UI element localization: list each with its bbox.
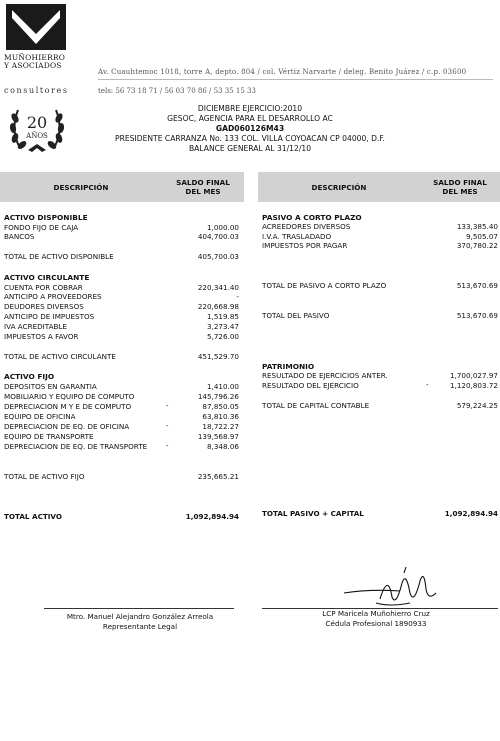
total-capital-contable-value: 579,224.25 bbox=[456, 401, 498, 410]
row-minus-sign: - bbox=[426, 381, 429, 389]
right-header-description: DESCRIPCIÓN bbox=[311, 182, 367, 192]
row-minus-sign: - bbox=[166, 402, 169, 410]
total-pasivo-corto-plazo-label: TOTAL DE PASIVO A CORTO PLAZO bbox=[262, 281, 387, 290]
total-capital-contable-label: TOTAL DE CAPITAL CONTABLE bbox=[262, 401, 370, 410]
total-activo-circulante-value: 451,529.70 bbox=[197, 352, 239, 361]
row-value: 145,796.26 bbox=[197, 392, 239, 401]
signature-scribble bbox=[340, 563, 440, 613]
signer-name-left: Mtro. Manuel Alejandro González Arreola bbox=[66, 612, 214, 621]
signer-role-right: Cédula Profesional 1890933 bbox=[325, 619, 427, 628]
total-pasivo-corto-plazo-value: 513,670.69 bbox=[456, 281, 498, 290]
row-minus-sign: - bbox=[166, 442, 169, 450]
section-title-activo-fijo: ACTIVO FIJO bbox=[4, 372, 55, 381]
firm-address: Av. Cuauhtemoc 1018, torre A, depto. 804 / col. Vértiz Narvarte / deleg. Benito Juárez / c.p. 03600 bbox=[98, 68, 467, 76]
row-value: 87,850.05 bbox=[202, 402, 239, 411]
heading-period: DICIEMBRE EJERCICIO:2010 bbox=[197, 104, 303, 113]
row-label: DEUDORES DIVERSOS bbox=[4, 302, 84, 311]
row-value: 18,722.27 bbox=[202, 422, 239, 431]
total-pasivo-label: TOTAL DEL PASIVO bbox=[262, 311, 330, 320]
heading-company: GESOC, AGENCIA PARA EL DESARROLLO AC bbox=[167, 114, 333, 123]
row-value: 3,273.47 bbox=[206, 322, 239, 331]
firm-logo-mark bbox=[6, 4, 66, 50]
row-label: IMPUESTOS POR PAGAR bbox=[262, 241, 348, 250]
right-header-saldo: SALDO FINAL DEL MES bbox=[433, 178, 487, 196]
firm-name-line1: MUÑOHIERRO bbox=[4, 53, 66, 62]
total-pasivo-capital-label: TOTAL PASIVO + CAPITAL bbox=[262, 509, 364, 518]
firm-subtitle: consultores bbox=[4, 86, 69, 95]
section-title-activo-disponible: ACTIVO DISPONIBLE bbox=[4, 213, 88, 222]
left-header-saldo: SALDO FINAL DEL MES bbox=[176, 178, 230, 196]
section-title-activo-circulante: ACTIVO CIRCULANTE bbox=[4, 273, 90, 282]
heading-report-title: BALANCE GENERAL AL 31/12/10 bbox=[188, 144, 312, 153]
heading-rfc: GAD060126M43 bbox=[215, 124, 285, 133]
row-value: 8,348.06 bbox=[206, 442, 239, 451]
row-value: 139,568.97 bbox=[197, 432, 239, 441]
row-value: 220,668.98 bbox=[197, 302, 239, 311]
section-title-pasivo: PASIVO A CORTO PLAZO bbox=[262, 213, 362, 222]
row-label: DEPRECIACION M Y E DE COMPUTO bbox=[4, 402, 132, 411]
badge-number: 20 bbox=[26, 113, 48, 132]
row-value: 5,726.00 bbox=[206, 332, 239, 341]
row-value: 9,505.07 bbox=[465, 232, 498, 241]
row-value: 370,780.22 bbox=[456, 241, 498, 250]
header-divider bbox=[98, 79, 493, 80]
row-value: 1,700,027.97 bbox=[449, 371, 498, 380]
total-activo-label: TOTAL ACTIVO bbox=[4, 512, 62, 521]
row-label: IMPUESTOS A FAVOR bbox=[4, 332, 79, 341]
firm-name bbox=[4, 54, 84, 70]
row-value: - bbox=[236, 292, 239, 301]
total-activo-circulante-label: TOTAL DE ACTIVO CIRCULANTE bbox=[4, 352, 116, 361]
row-label: ANTICIPO A PROVEEDORES bbox=[4, 292, 102, 301]
row-value: 1,410.00 bbox=[206, 382, 239, 391]
signature-line-left bbox=[44, 608, 234, 609]
section-title-patrimonio: PATRIMONIO bbox=[262, 362, 315, 371]
row-value: 1,120,803.72 bbox=[449, 381, 498, 390]
row-label: EQUIPO DE TRANSPORTE bbox=[4, 432, 94, 441]
firm-logo bbox=[6, 4, 66, 50]
total-activo-disponible-value: 405,700.03 bbox=[197, 252, 239, 261]
row-value: 404,700.03 bbox=[197, 232, 239, 241]
signer-name-right: LCP Maricela Muñohierro Cruz bbox=[322, 609, 430, 618]
row-value: 133,385.40 bbox=[456, 222, 498, 231]
row-value: 1,519.85 bbox=[206, 312, 239, 321]
row-label: RESULTADO DE EJERCICIOS ANTER. bbox=[262, 371, 388, 380]
left-header-description: DESCRIPCIÓN bbox=[53, 182, 109, 192]
row-label: FONDO FIJO DE CAJA bbox=[4, 223, 79, 232]
row-label: DEPRECIACION DE EQ. DE TRANSPORTE bbox=[4, 442, 148, 451]
total-pasivo-capital-value: 1,092,894.94 bbox=[444, 509, 498, 518]
row-label: ANTICIPO DE IMPUESTOS bbox=[4, 312, 95, 321]
row-label: BANCOS bbox=[4, 232, 35, 241]
row-label: I.V.A. TRASLADADO bbox=[262, 232, 332, 241]
row-label: EQUIPO DE OFICINA bbox=[4, 412, 76, 421]
badge-word: AÑOS bbox=[26, 132, 48, 140]
row-label: MOBILIARIO Y EQUIPO DE COMPUTO bbox=[4, 392, 135, 401]
total-activo-fijo-label: TOTAL DE ACTIVO FIJO bbox=[4, 472, 85, 481]
firm-name-line2: Y ASOCIADOS bbox=[4, 61, 62, 70]
row-label: ACREEDORES DIVERSOS bbox=[262, 222, 351, 231]
signer-role-left: Representante Legal bbox=[102, 622, 178, 631]
row-label: DEPRECIACION DE EQ. DE OFICINA bbox=[4, 422, 130, 431]
handwritten-signature bbox=[340, 563, 440, 613]
row-label: DEPOSITOS EN GARANTIA bbox=[4, 382, 97, 391]
row-value: 63,810.36 bbox=[202, 412, 239, 421]
total-activo-fijo-value: 235,665.21 bbox=[197, 472, 239, 481]
firm-phones: tels: 56 73 18 71 / 56 03 70 86 / 53 35 15 33 bbox=[98, 87, 256, 95]
row-minus-sign: - bbox=[166, 422, 169, 430]
total-pasivo-value: 513,670.69 bbox=[456, 311, 498, 320]
row-label: IVA ACREDITABLE bbox=[4, 322, 68, 331]
row-value: 220,341.40 bbox=[197, 283, 239, 292]
row-label: RESULTADO DEL EJERCICIO bbox=[262, 381, 359, 390]
heading-address: PRESIDENTE CARRANZA No. 133 COL. VILLA COYOACAN CP 04000, D.F. bbox=[115, 134, 385, 143]
total-activo-value: 1,092,894.94 bbox=[185, 512, 239, 521]
row-label: CUENTA POR COBRAR bbox=[4, 283, 83, 292]
row-value: 1,000.00 bbox=[206, 223, 239, 232]
total-activo-disponible-label: TOTAL DE ACTIVO DISPONIBLE bbox=[4, 252, 114, 261]
